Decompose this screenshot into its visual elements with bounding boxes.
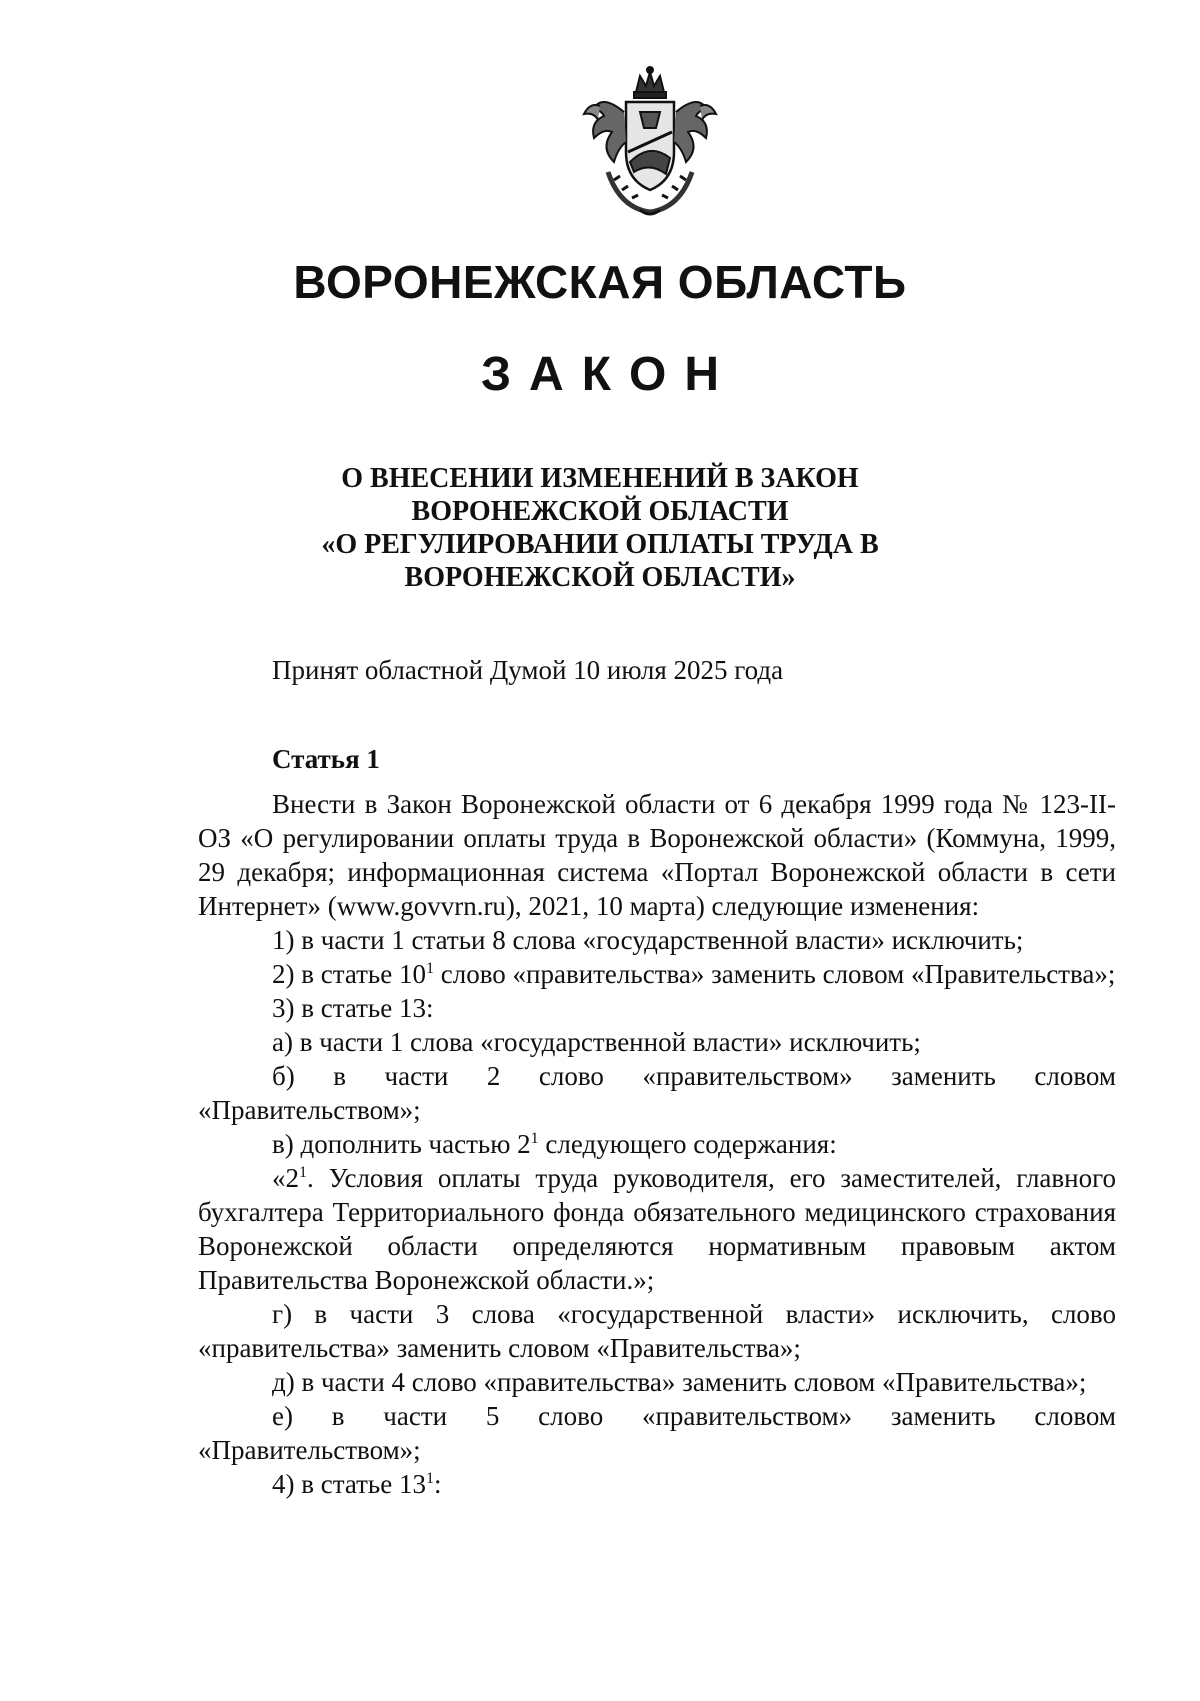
law-title-line: ВОРОНЕЖСКОЙ ОБЛАСТИ bbox=[411, 496, 789, 527]
article-heading: Статья 1 bbox=[272, 744, 380, 774]
amendment-item-3v: в) дополнить частью $2^1$ следующего содержания: bbox=[272, 1129, 837, 1159]
law-title-line: О ВНЕСЕНИИ ИЗМЕНЕНИЙ В ЗАКОН bbox=[341, 463, 859, 494]
amendment-item-3b: б) в части 2 слово «правительством» заменить словом «Правительством»; bbox=[198, 1061, 1116, 1125]
law-title-line: «О РЕГУЛИРОВАНИИ ОПЛАТЫ ТРУДА В bbox=[321, 529, 879, 560]
amendment-item-3e: е) в части 5 слово «правительством» заменить словом «Правительством»; bbox=[198, 1401, 1116, 1465]
region-title: ВОРОНЕЖСКАЯ ОБЛАСТЬ bbox=[293, 256, 907, 308]
amendment-item-1: 1) в части 1 статьи 8 слова «государственной власти» исключить; bbox=[272, 925, 1024, 955]
amendment-item-3g: г) в части 3 слова «государственной власти» исключить, слово «правительства» заменить словом «Правительства»; bbox=[198, 1299, 1116, 1363]
article-body bbox=[198, 787, 1116, 1501]
amendment-item-3d: д) в части 4 слово «правительства» заменить словом «Правительства»; bbox=[272, 1367, 1087, 1397]
amendment-item-3a: а) в части 1 слова «государственной власти» исключить; bbox=[272, 1027, 921, 1057]
adoption-note: Принят областной Думой 10 июля 2025 года bbox=[272, 655, 784, 685]
document-type: ЗАКОН bbox=[480, 348, 738, 401]
quoted-new-part: «$2^1$. Условия оплаты труда руководителя, его заместителей, главного бухгалтера Территориального фонда обязательного медицинского страхования Воронежской области определяются нормативным правовым актом Правительства Воронежской области.»; bbox=[198, 1163, 1116, 1295]
law-title bbox=[0, 462, 1200, 594]
law-title-line: ВОРОНЕЖСКОЙ ОБЛАСТИ» bbox=[404, 562, 796, 593]
amendment-item-2: 2) в статье $10^1$ слово «правительства» заменить словом «Правительства»; bbox=[272, 959, 1116, 989]
amendment-item-4: 4) в статье $13^1$: bbox=[272, 1469, 442, 1499]
article-intro: Внести в Закон Воронежской области от 6 декабря 1999 года № 123-II-ОЗ «О регулировании оплаты труда в Воронежской области» (Коммуна, 1999, 29 декабря; информационная система «Портал Воронежской области в сети Интернет» (www.govvrn.ru), 2021, 10 марта) следующие изменения: bbox=[198, 789, 1116, 921]
amendment-item-3: 3) в статье 13: bbox=[272, 993, 434, 1023]
coat-of-arms-icon bbox=[570, 62, 730, 222]
